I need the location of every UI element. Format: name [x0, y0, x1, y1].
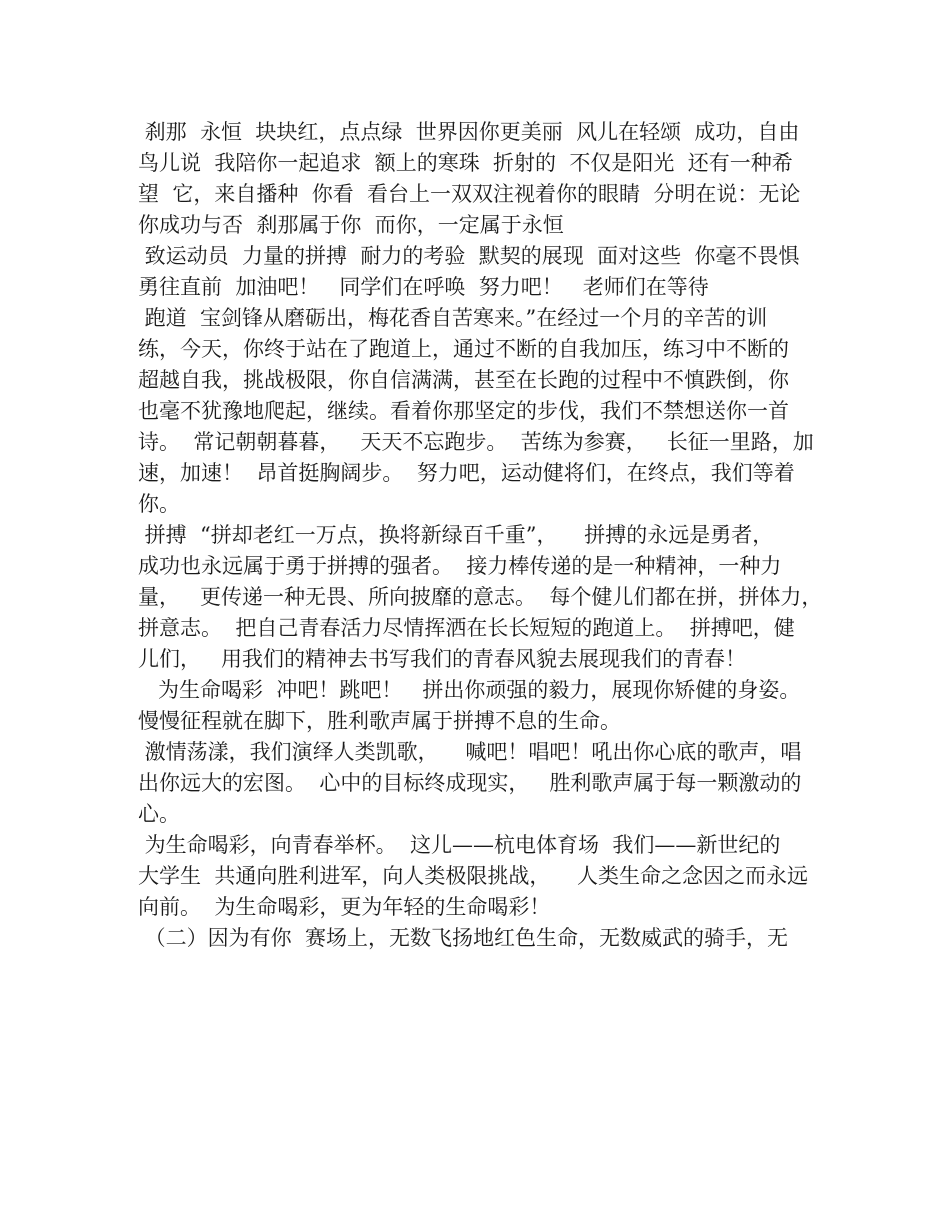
document-body	[138, 117, 823, 954]
text-line: 量， 更传递一种无畏、所向披靡的意志。 每个健儿们都在拼，拼体力，	[138, 585, 823, 609]
text-line: 拼搏 “拼却老红一万点，换将新绿百千重”， 拼搏的永远是勇者，	[138, 523, 774, 547]
text-line: 望 它，来自播种 你看 看台上一双双注视着你的眼睛 分明在说：无论	[138, 182, 801, 206]
text-line: 你成功与否 刹那属于你 而你，一定属于永恒	[138, 213, 564, 237]
text-line: 练，今天，你终于站在了跑道上，通过不断的自我加压，练习中不断的	[138, 337, 789, 361]
text-line: 成功也永远属于勇于拼搏的强者。 接力棒传递的是一种精神，一种力	[138, 554, 782, 578]
text-line: 为生命喝彩 冲吧！跳吧！ 拼出你顽强的毅力，展现你矫健的身姿。	[138, 678, 801, 702]
text-line: 也毫不犹豫地爬起，继续。看着你那坚定的步伐，我们不禁想送你一首	[138, 399, 789, 423]
text-line: 慢慢征程就在脚下，胜利歌声属于拼搏不息的生命。	[138, 709, 621, 733]
text-line: 向前。 为生命喝彩，更为年轻的生命喝彩！	[138, 895, 551, 919]
text-line: 激情荡漾，我们演绎人类凯歌， 喊吧！唱吧！吼出你心底的歌声，唱	[138, 740, 802, 764]
text-line: 儿们， 用我们的精神去书写我们的青春风貌去展现我们的青春！	[138, 647, 747, 671]
text-line: 鸟儿说 我陪你一起追求 额上的寒珠 折射的 不仅是阳光 还有一种希	[138, 151, 793, 175]
text-line: 超越自我，挑战极限，你自信满满，甚至在长跑的过程中不慎跌倒，你	[138, 368, 789, 392]
text-line: （二）因为有你 赛场上，无数飞扬地红色生命，无数威武的骑手，无	[138, 926, 789, 950]
text-line: 出你远大的宏图。 心中的目标终成现实， 胜利歌声属于每一颗激动的	[138, 771, 802, 795]
text-line: 跑道 宝剑锋从磨砺出，梅花香自苦寒来。”在经过一个月的辛苦的训	[138, 306, 768, 330]
text-line: 拼意志。 把自己青春活力尽情挥洒在长长短短的跑道上。 拼搏吧，健	[138, 616, 795, 640]
text-line: 勇往直前 加油吧！ 同学们在呼唤 努力吧！ 老师们在等待	[138, 275, 709, 299]
text-line: 你。	[138, 492, 180, 516]
text-line: 心。	[138, 802, 180, 826]
text-line: 诗。 常记朝朝暮暮， 天天不忘跑步。 苦练为参赛， 长征一里路，加	[138, 430, 814, 454]
text-line: 为生命喝彩，向青春举杯。 这儿——杭电体育场 我们——新世纪的	[138, 833, 781, 857]
text-line: 刹那 永恒 块块红，点点绿 世界因你更美丽 风儿在轻颂 成功，自由	[138, 120, 800, 144]
text-line: 大学生 共通向胜利进军，向人类极限挑战， 人类生命之念因之而永远	[138, 864, 809, 888]
text-line: 速，加速！ 昂首挺胸阔步。 努力吧，运动健将们，在终点，我们等着	[138, 461, 795, 485]
text-line: 致运动员 力量的拼搏 耐力的考验 默契的展现 面对这些 你毫不畏惧	[138, 244, 800, 268]
